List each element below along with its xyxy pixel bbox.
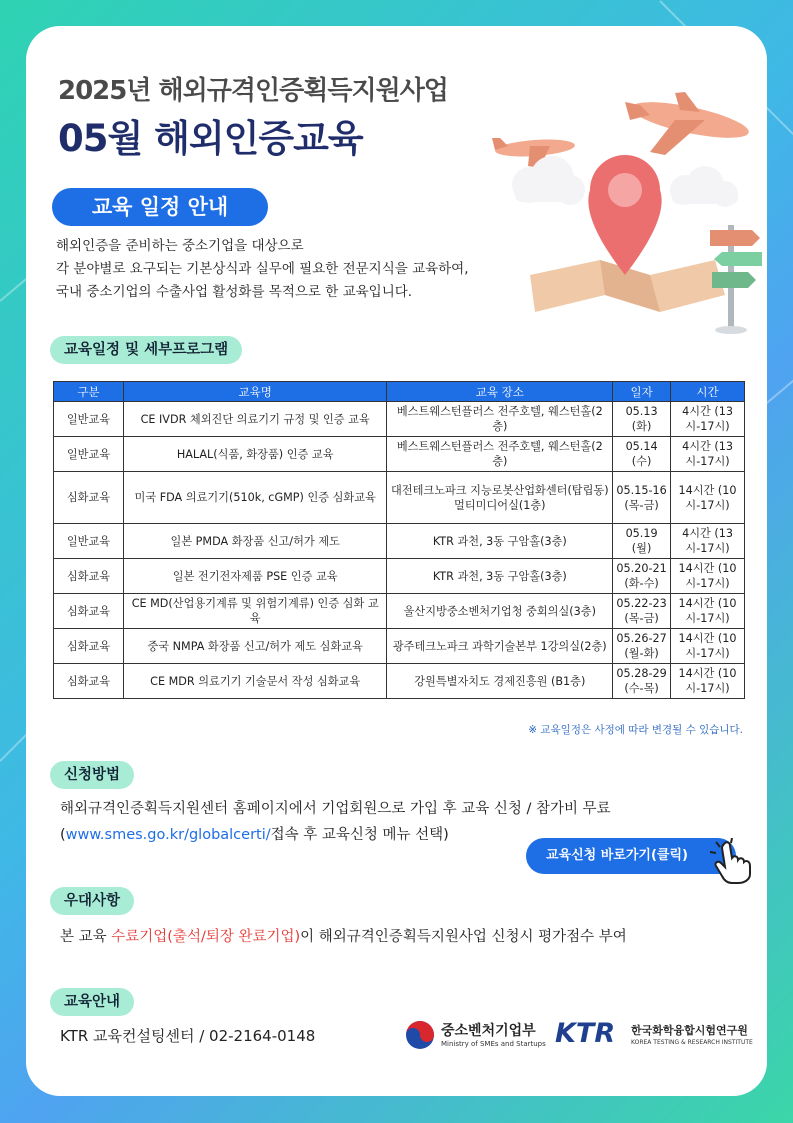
ktr-subtitle: KOREA TESTING & RESEARCH INSTITUTE [631, 1039, 753, 1046]
table-header-row [54, 382, 745, 402]
page-title: 05월 해외인증교육 [58, 117, 363, 160]
benefits-heading: 우대사항 [50, 887, 134, 915]
table-cell: 일반교육 [54, 402, 124, 437]
table-cell: 심화교육 [54, 629, 124, 664]
column-header: 교육명 [123, 382, 387, 402]
smes-subtitle: Ministry of SMEs and Startups [441, 1040, 546, 1048]
column-header: 교육 장소 [387, 382, 613, 402]
table-cell: 05.26-27 (월-화) [613, 629, 671, 664]
table-row [54, 472, 745, 524]
intro-line: 해외인증을 준비하는 중소기업을 대상으로 [56, 238, 304, 254]
ktr-name: 한국화학융합시험연구원 [631, 1024, 748, 1037]
table-cell: 심화교육 [54, 472, 124, 524]
contact-text: KTR 교육컨설팅센터 / 02-2164-0148 [60, 1027, 316, 1045]
table-cell: 05.15-16 (목-금) [613, 472, 671, 524]
apply-line: 해외규격인증획득지원센터 홈페이지에서 기업회원으로 가입 후 교육 신청 / 참가비 무료 [60, 801, 611, 817]
table-cell: 05.20-21 (화-수) [613, 559, 671, 594]
table-cell: 심화교육 [54, 594, 124, 629]
table-cell: 14시간 (10시-17시) [671, 472, 745, 524]
table-cell: 베스트웨스턴플러스 전주호텔, 웨스턴홀(2층) [387, 402, 613, 437]
column-header: 일자 [613, 382, 671, 402]
column-header: 시간 [671, 382, 745, 402]
benefit-highlight: 수료기업(출석/퇴장 완료기업) [111, 929, 301, 945]
smes-name: 중소벤처기업부 [441, 1023, 536, 1039]
apply-line-rest: 접속 후 교육신청 메뉴 선택) [270, 827, 449, 843]
table-row [54, 629, 745, 664]
intro-line: 각 분야별로 요구되는 기본상식과 실무에 필요한 전문지식을 교육하여, [56, 261, 469, 277]
table-cell: 14시간 (10시-17시) [671, 559, 745, 594]
table-cell: 강원특별자치도 경제진흥원 (B1층) [387, 664, 613, 699]
table-cell: 14시간 (10시-17시) [671, 664, 745, 699]
apply-shortcut-button[interactable] [526, 838, 736, 874]
table-cell: 중국 NMPA 화장품 신고/허가 제도 심화교육 [123, 629, 387, 664]
benefit-suffix: 이 해외규격인증획득지원사업 신청시 평가점수 부여 [300, 929, 627, 945]
cloud-icon [670, 166, 738, 207]
table-cell: 심화교육 [54, 559, 124, 594]
table-cell: KTR 과천, 3동 구암홀(3층) [387, 559, 613, 594]
table-cell: CE IVDR 체외진단 의료기기 규정 및 인증 교육 [123, 402, 387, 437]
table-cell: 14시간 (10시-17시) [671, 594, 745, 629]
table-cell: 광주테크노파크 과학기술본부 1강의실(2층) [387, 629, 613, 664]
table-cell: CE MD(산업용기계류 및 위험기계류) 인증 심화 교육 [123, 594, 387, 629]
table-row [54, 524, 745, 559]
intro-line: 국내 중소기업의 수출사업 활성화를 목적으로 한 교육입니다. [56, 284, 413, 300]
table-cell: 05.22-23 (목-금) [613, 594, 671, 629]
table-cell: 14시간 (10시-17시) [671, 629, 745, 664]
table-cell: HALAL(식품, 화장품) 인증 교육 [123, 437, 387, 472]
table-row [54, 594, 745, 629]
table-cell: 대전테크노파크 지능로봇산업화센터(탑립동) 멀티미디어실(1층) [387, 472, 613, 524]
ktr-logo [555, 1018, 753, 1052]
table-cell: 일반교육 [54, 437, 124, 472]
table-cell: 05.28-29 (수-목) [613, 664, 671, 699]
schedule-info-heading: 교육 일정 안내 [52, 188, 268, 226]
table-cell: 05.13 (화) [613, 402, 671, 437]
table-cell: 05.14 (수) [613, 437, 671, 472]
smes-logo [405, 1018, 550, 1052]
table-cell: 미국 FDA 의료기기(510k, cGMP) 인증 심화교육 [123, 472, 387, 524]
program-supertitle: 2025년 해외규격인증획득지원사업 [58, 76, 448, 106]
table-cell: CE MDR 의료기기 기술문서 작성 심화교육 [123, 664, 387, 699]
table-cell: KTR 과천, 3동 구암홀(3층) [387, 524, 613, 559]
table-cell: 4시간 (13시-17시) [671, 437, 745, 472]
benefit-prefix: 본 교육 [60, 929, 112, 945]
cloud-icon [512, 156, 585, 205]
table-row [54, 437, 745, 472]
table-cell: 베스트웨스턴플러스 전주호텔, 웨스턴홀(2층) [387, 437, 613, 472]
contact-heading: 교육안내 [50, 988, 134, 1016]
paren-open: ( [60, 827, 66, 843]
table-cell: 일본 전기전자제품 PSE 인증 교육 [123, 559, 387, 594]
airplane-icon [625, 92, 751, 155]
apply-method-heading: 신청방법 [50, 761, 134, 789]
apply-line [60, 822, 611, 848]
table-row [54, 559, 745, 594]
apply-url-link[interactable]: www.smes.go.kr/globalcerti/ [65, 827, 271, 843]
column-header: 구분 [54, 382, 124, 402]
hand-pointer-icon [710, 838, 760, 884]
table-cell: 울산지방중소벤처기업청 중회의실(3층) [387, 594, 613, 629]
location-pin-icon [588, 155, 661, 275]
taegeuk-icon [405, 1020, 435, 1050]
schedule-table [53, 381, 745, 699]
ktr-mark: KTR [555, 1018, 616, 1049]
schedule-change-note: ※ 교육일정은 사정에 따라 변경될 수 있습니다. [528, 724, 743, 736]
signpost-icon [710, 225, 762, 334]
table-row [54, 402, 745, 437]
travel-illustration [490, 90, 770, 340]
table-cell: 일반교육 [54, 524, 124, 559]
table-cell: 4시간 (13시-17시) [671, 524, 745, 559]
program-heading: 교육일정 및 세부프로그램 [50, 336, 242, 364]
apply-method-text [60, 796, 611, 848]
benefit-text [60, 925, 627, 946]
table-cell: 일본 PMDA 화장품 신고/허가 제도 [123, 524, 387, 559]
table-cell: 심화교육 [54, 664, 124, 699]
intro-text [56, 235, 469, 304]
apply-button-label: 교육신청 바로가기(클릭) [546, 848, 688, 863]
table-row [54, 664, 745, 699]
table-cell: 05.19 (월) [613, 524, 671, 559]
table-cell: 4시간 (13시-17시) [671, 402, 745, 437]
